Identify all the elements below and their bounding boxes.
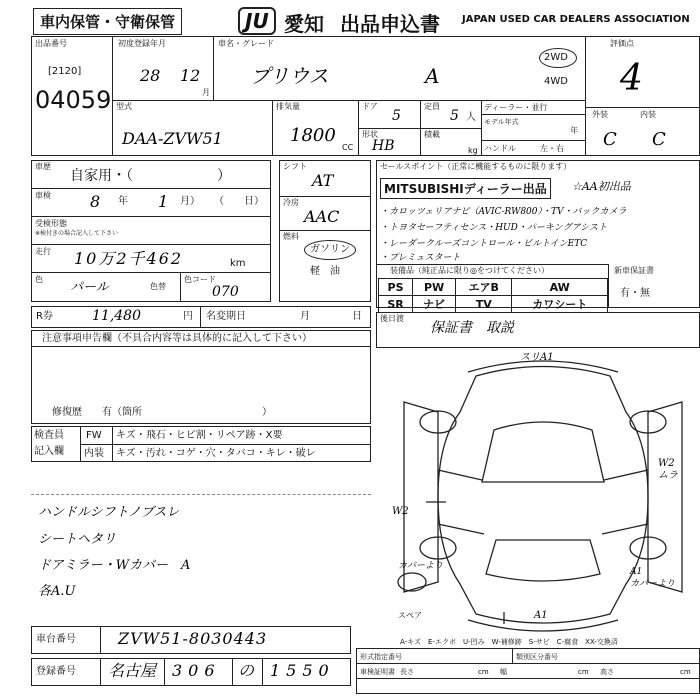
equip-navi: ナビ bbox=[413, 296, 456, 313]
reg-kana: の bbox=[238, 661, 255, 680]
diagram-right-note: W2 ムラ bbox=[658, 458, 678, 481]
selling-point-line: ・カロッツェリアナビ（AVIC-RW800）・TV・バックカメラ bbox=[380, 207, 627, 217]
notes-label: 注意事項申告欄（不具合内容等は具体的に記入して下さい） bbox=[42, 333, 312, 344]
inspection-day: （ 日） bbox=[214, 196, 264, 207]
inspection-month-unit: 月） bbox=[180, 196, 200, 207]
diagram-left-note: W2 bbox=[392, 506, 409, 517]
damage-legend: A-キズ E-エクボ U-凹み W-補修跡 S-サビ C-腐食 XX-交換済 bbox=[400, 638, 618, 646]
width-label: 幅 bbox=[500, 668, 507, 676]
color-code-label: 色コード bbox=[184, 275, 216, 284]
color-code-value: 070 bbox=[212, 284, 239, 300]
inspection-year-unit: 年 bbox=[118, 196, 128, 207]
inspector-note: 各A.U bbox=[38, 584, 76, 599]
color-label: 色 bbox=[35, 275, 43, 284]
model-year-unit: 年 bbox=[570, 126, 578, 135]
height-unit: cm bbox=[680, 668, 691, 676]
fuel-diesel: 軽 油 bbox=[310, 266, 340, 277]
exterior-grade: C bbox=[603, 129, 617, 150]
diagram-lower-left-note: カバーより bbox=[398, 561, 444, 571]
length-unit: cm bbox=[478, 668, 489, 676]
model-year-label: モデル年式 bbox=[484, 118, 519, 126]
reg-area: 名古屋 bbox=[108, 661, 157, 680]
rating-value: 4 bbox=[620, 58, 643, 99]
shape-value: HB bbox=[372, 138, 395, 154]
form-title: 出品申込書 bbox=[340, 12, 440, 36]
right-side-panel bbox=[648, 402, 682, 592]
km-unit: km bbox=[230, 258, 246, 269]
door-label: ドア bbox=[362, 102, 378, 111]
class-number-label: 類別区分番号 bbox=[516, 653, 558, 661]
diagram-lower-right-note: A1 カバーより bbox=[630, 567, 676, 589]
selling-point-line: ・レーダークルーズコントロール・ビルトインETC bbox=[380, 239, 588, 249]
registration-label: 初度登録年月 bbox=[118, 39, 166, 48]
warranty-label: 新車保証書 bbox=[614, 266, 654, 275]
inspector-label: 検査員 bbox=[34, 430, 64, 441]
inspection-form-label: 受検形態 bbox=[35, 219, 67, 228]
displacement-value: 1800 bbox=[290, 125, 336, 146]
inspection-month: 1 bbox=[158, 192, 169, 211]
shape-label: 形状 bbox=[362, 130, 378, 139]
chassis-label: 車台番号 bbox=[36, 634, 76, 645]
fuel-label: 燃料 bbox=[283, 232, 299, 241]
association-name: JAPAN USED CAR DEALERS ASSOCIATION bbox=[462, 14, 690, 25]
equip-tv: TV bbox=[456, 296, 512, 313]
inspector-entry-label: 記入欄 bbox=[34, 446, 64, 457]
diagram-top-note: スリA1 bbox=[520, 352, 554, 363]
dealer-stamp: MITSUBISHIディーラー出品 bbox=[380, 178, 551, 199]
car-rear-window bbox=[486, 540, 600, 581]
kg-unit: kg bbox=[468, 146, 478, 155]
rating-label: 評価点 bbox=[610, 39, 634, 48]
model-grade: A bbox=[425, 64, 440, 88]
fw-items: キズ・飛石・ヒビ割・リペア跡・X要 bbox=[116, 430, 283, 441]
inspection-year: 8 bbox=[90, 192, 101, 211]
mileage-label: 走行 bbox=[35, 247, 51, 256]
height-label: 高さ bbox=[600, 668, 614, 676]
selling-point-line: ・トヨタセーフティセンス・HUD・パーキングアシスト bbox=[380, 223, 607, 233]
yen-unit: 円 bbox=[183, 311, 193, 322]
type-value: DAA-ZVW51 bbox=[122, 129, 223, 148]
length-label: 長さ bbox=[400, 668, 414, 676]
org-name: 愛知 bbox=[284, 12, 324, 36]
cert-label: 車検証明書 bbox=[360, 668, 395, 676]
inspection-label: 車検 bbox=[35, 191, 51, 200]
car-condition-diagram bbox=[386, 352, 700, 642]
interior-items: キズ・汚れ・コゲ・穴・タバコ・キレ・破レ bbox=[116, 448, 316, 459]
after-delivery-value: 保証書 取説 bbox=[430, 320, 514, 336]
r-ticket-value: 11,480 bbox=[92, 308, 141, 324]
inspector-note: シートヘタリ bbox=[38, 532, 117, 547]
lot-label: 出品番号 bbox=[35, 39, 67, 48]
registration-month: 12 bbox=[180, 66, 201, 85]
door-value: 5 bbox=[392, 108, 401, 124]
interior-label: 内装 bbox=[640, 110, 656, 119]
dealer-label: ディーラー・並行 bbox=[484, 103, 548, 112]
r-ticket-label: R券 bbox=[36, 311, 53, 322]
handle-options: 左・右 bbox=[540, 144, 564, 153]
storage-tag: 車内保管・守衛保管 bbox=[33, 8, 182, 35]
name-change-label: 名変期日 bbox=[206, 311, 246, 322]
reg-digits: 1550 bbox=[270, 661, 335, 680]
fuel-gasoline: ガソリン bbox=[310, 244, 350, 255]
reg-class: 306 bbox=[172, 661, 221, 680]
shift-label: シフト bbox=[283, 162, 307, 171]
color-change-label: 色替 bbox=[150, 282, 166, 291]
equipment-label: 装備品（純正品に限り◎をつけてください） bbox=[390, 266, 549, 275]
lot-number: 04059 bbox=[35, 86, 112, 114]
ju-logo: JU bbox=[238, 7, 276, 35]
mileage-value: 10万2千462 bbox=[74, 249, 184, 268]
form-designation-label: 形式指定番号 bbox=[360, 653, 402, 661]
spare-tire bbox=[398, 573, 426, 591]
repair-history-label: 修復歴 有（箇所 ） bbox=[52, 407, 272, 418]
car-body-outline bbox=[438, 367, 648, 624]
spare-label: スペア bbox=[398, 611, 422, 620]
equipment-table bbox=[378, 278, 608, 313]
drive-2wd: 2WD bbox=[544, 52, 568, 63]
equip-ps: PS bbox=[379, 279, 413, 296]
registration-year: 28 bbox=[140, 66, 161, 85]
inspector-note: ドアミラー・Wカバー A bbox=[38, 558, 191, 573]
chassis-value: ZVW51-8030443 bbox=[118, 629, 268, 648]
inspection-form-note: ※検付きの場合記入して下さい bbox=[35, 230, 119, 237]
month-unit: 月 bbox=[202, 88, 210, 97]
inspector-note: ハンドルシフトノブスレ bbox=[38, 505, 180, 520]
selling-note: ☆AA初出品 bbox=[572, 180, 631, 193]
equip-pw: PW bbox=[413, 279, 456, 296]
name-change-day: 日 bbox=[352, 311, 362, 322]
load-label: 積載 bbox=[424, 130, 440, 139]
seats-value: 5 bbox=[450, 108, 459, 124]
r-ticket-row bbox=[31, 306, 371, 328]
lot-small-number: [2120] bbox=[48, 66, 82, 77]
history-label: 車歴 bbox=[35, 162, 51, 171]
shift-value: AT bbox=[312, 171, 334, 190]
equip-airbag: エアB bbox=[456, 279, 512, 296]
exterior-label: 外装 bbox=[592, 110, 608, 119]
after-delivery-label: 後日渡 bbox=[380, 314, 404, 323]
color-value: パール bbox=[70, 280, 109, 295]
selling-point-line: ・プレミュスタート bbox=[380, 253, 461, 263]
interior-grade: C bbox=[652, 129, 666, 150]
interior-check-label: 内装 bbox=[84, 448, 104, 459]
equip-sr: SR bbox=[379, 296, 413, 313]
after-delivery-box bbox=[376, 312, 700, 348]
reg-number-label: 登録番号 bbox=[36, 666, 76, 677]
model-name: プリウス bbox=[250, 64, 329, 88]
ac-value: AAC bbox=[304, 207, 340, 226]
diagram-bottom-note: A1 bbox=[534, 610, 548, 621]
ac-label: 冷房 bbox=[283, 198, 299, 207]
equip-seat: カワシート bbox=[512, 296, 608, 313]
width-unit: cm bbox=[578, 668, 589, 676]
fw-label: FW bbox=[86, 430, 102, 441]
history-value: 自家用・（ ） bbox=[70, 168, 231, 184]
equip-aw: AW bbox=[512, 279, 608, 296]
selling-points-label: セールスポイント（正常に機能するものに限ります） bbox=[380, 162, 572, 171]
seats-unit: 人 bbox=[466, 112, 476, 123]
cc-unit: CC bbox=[342, 143, 354, 152]
handle-label: ハンドル bbox=[484, 144, 516, 153]
drive-4wd: 4WD bbox=[544, 76, 568, 87]
name-change-month: 月 bbox=[300, 311, 310, 322]
displacement-label: 排気量 bbox=[276, 102, 300, 111]
seats-label: 定員 bbox=[424, 102, 440, 111]
car-windshield bbox=[482, 422, 604, 482]
type-label: 型式 bbox=[116, 102, 132, 111]
model-label: 車名・グレード bbox=[218, 39, 274, 48]
warranty-options: 有・無 bbox=[620, 288, 650, 299]
